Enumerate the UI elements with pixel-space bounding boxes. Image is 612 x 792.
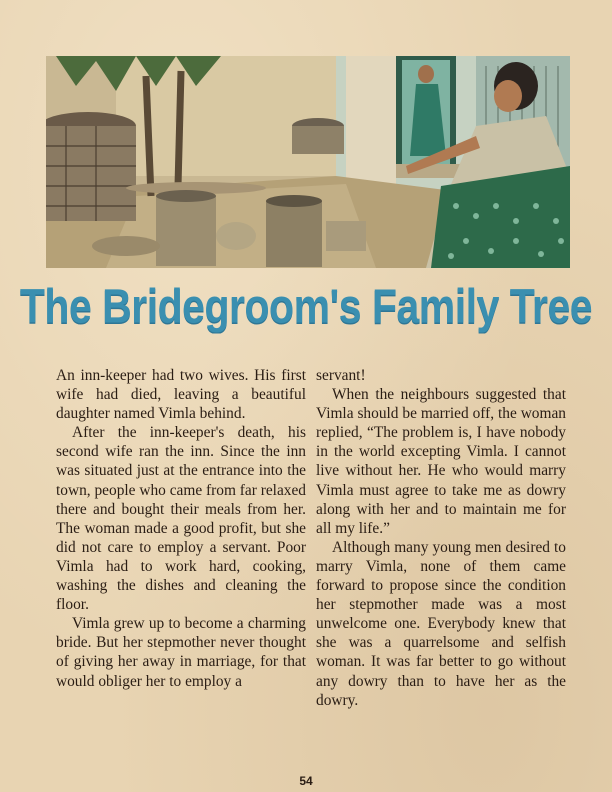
page-number: 54 bbox=[299, 774, 313, 788]
paragraph: When the neighbours suggested that Vimla should be married off, the woman replied, “The problem is, I have nobody in the world excepting Vimla. I cannot live without her. He who would marry Vimla must agree to take me as dowry along with her and to maintain me for all my life.” bbox=[316, 386, 566, 537]
right-column bbox=[316, 366, 566, 710]
story-illustration bbox=[46, 56, 570, 268]
story-title: The Bridegroom's Family Tree bbox=[19, 278, 593, 334]
paragraph: Vimla grew up to become a charming bride. But her stepmother never thought of giving her away in marriage, for that would obliger her to employ a bbox=[56, 615, 306, 690]
left-column bbox=[56, 366, 306, 691]
paragraph: Although many young men desired to marry Vimla, none of them came forward to propose since the condition her stepmother made was a most unwelcome one. Everybody knew that she was a quarrelsome and selfish woman. It was far better to go without any dowry than to have her as the dowry. bbox=[316, 538, 566, 709]
paragraph: An inn-keeper had two wives. His first wife had died, leaving a beautiful daughter named Vimla behind. bbox=[56, 367, 306, 423]
paragraph: After the inn-keeper's death, his second wife ran the inn. Since the inn was situated just at the entrance into the town, people who came from far relaxed there and bought their meals from her. The woman made a good profit, but she did not care to employ a servant. Poor Vimla had to work hard, cooking, washing the dishes and cleaning the floor. bbox=[56, 424, 306, 614]
illustration-art bbox=[46, 56, 570, 268]
paragraph: servant! bbox=[316, 367, 366, 384]
